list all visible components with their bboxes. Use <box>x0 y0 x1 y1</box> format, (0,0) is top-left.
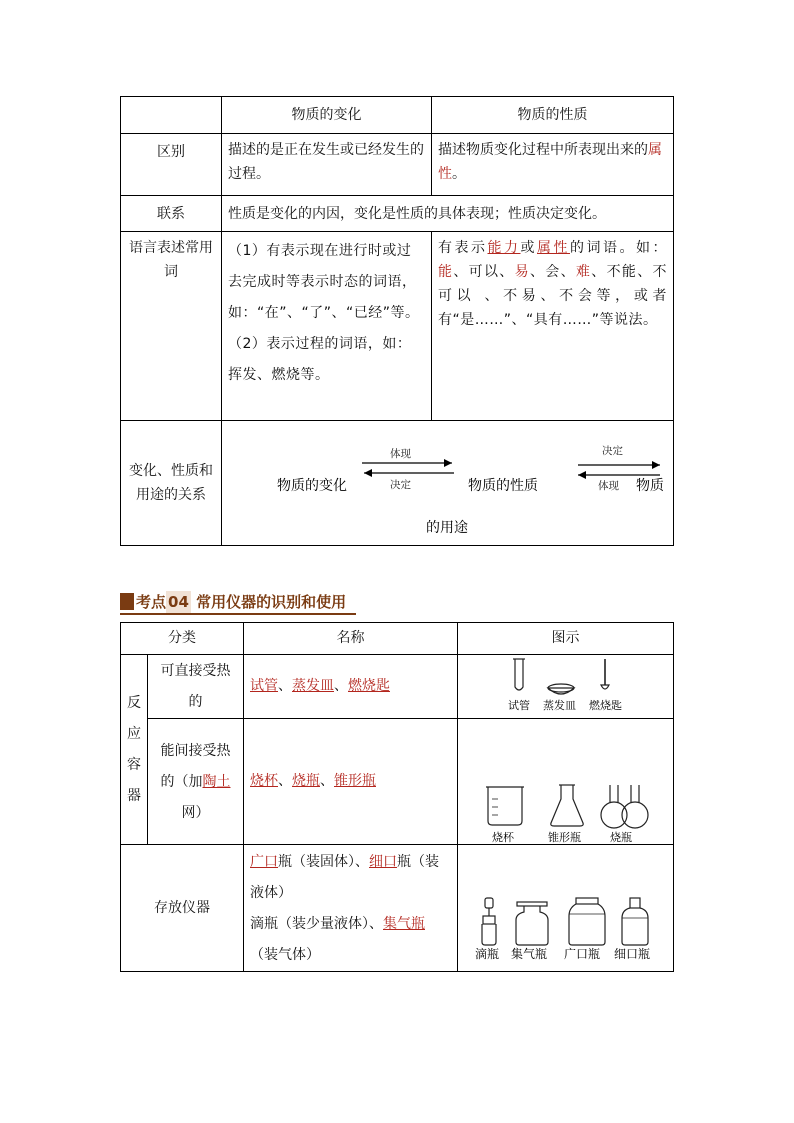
keyword-clay: 陶土 <box>202 774 231 790</box>
header-change: 物质的变化 <box>222 97 432 134</box>
language-change-cell <box>222 232 432 421</box>
name-evaporating-dish: 蒸发皿 <box>292 678 334 694</box>
language-property-cell: 有表示能力或属性的词语。如：能、可以、易、会、难、不能、不可以 、不易、不会等，或者有“是……”、“具有……”等说法。 <box>432 232 674 421</box>
heading-text: 考点 04 常用仪器的识别和使用 <box>136 593 347 611</box>
fig-label-conical-flask: 锥形瓶 <box>548 831 581 844</box>
indirect-heat-illustration <box>458 719 674 844</box>
arrow1-label-top: 体现 <box>390 448 411 460</box>
name-conical-flask: 锥形瓶 <box>334 773 376 789</box>
fig-label-wide-mouth: 广口瓶 <box>564 946 601 961</box>
reaction-vessel-label: 反应容器 <box>121 655 148 845</box>
fig-label-gas-bottle: 集气瓶 <box>511 946 548 961</box>
fig-label-test-tube: 试管 <box>508 699 530 712</box>
row-label-relation: 联系 <box>121 196 222 232</box>
node-use-part1: 物质 <box>636 478 664 494</box>
fig-label-combustion-spoon: 燃烧匙 <box>589 699 622 712</box>
name-wide-mouth: 广口 <box>250 854 278 870</box>
relationship-diagram-cell <box>222 421 674 546</box>
row-label-language: 语言表述常用词 <box>121 232 222 421</box>
name-beaker: 烧杯 <box>250 773 278 789</box>
storage-names: 广口瓶（装固体）、细口瓶（装液体） 滴瓶（装少量液体）、集气瓶（装气体） <box>244 845 458 972</box>
fig-label-flask: 烧瓶 <box>610 831 632 844</box>
direct-heat-figure <box>458 655 674 719</box>
narrow-mouth-bottle-icon <box>622 898 648 945</box>
header-figure: 图示 <box>458 623 674 655</box>
keyword-attribute: 属性 <box>438 142 662 182</box>
heading-number: 04 <box>168 593 189 611</box>
fig-label-narrow-mouth: 细口瓶 <box>614 946 651 961</box>
indirect-heat-figure <box>458 719 674 845</box>
direct-heat-names: 试管、蒸发皿、燃烧匙 <box>244 655 458 719</box>
arrow1-label-bottom: 决定 <box>390 479 411 491</box>
fig-label-dropper-bottle: 滴瓶 <box>475 946 500 961</box>
combustion-spoon-icon <box>601 659 609 689</box>
language-change-line3: （2）表示过程的词语，如：挥发、燃烧等。 <box>228 336 412 383</box>
heading-marker <box>120 593 134 610</box>
storage-label: 存放仪器 <box>121 845 244 972</box>
arrow2-label-bottom: 体现 <box>598 480 619 492</box>
storage-figure <box>458 845 674 972</box>
dropper-bottle-icon <box>482 898 496 945</box>
keyword-neng: 能 <box>438 264 454 280</box>
name-combustion-spoon: 燃烧匙 <box>348 678 390 694</box>
beaker-icon <box>486 787 524 825</box>
change-property-table <box>120 96 674 546</box>
name-gas-bottle: 集气瓶 <box>383 916 425 932</box>
language-change-line1: （1）有表示现在进行时或过去完成时等表示时态的词语， <box>228 243 417 290</box>
name-test-tube: 试管 <box>250 678 278 694</box>
node-use-part2: 的用途 <box>426 520 468 536</box>
test-tube-icon <box>513 659 525 690</box>
language-change-line2: 如：“在”、“了”、“已经”等。 <box>228 305 420 321</box>
direct-heat-label: 可直接受热的 <box>148 655 244 719</box>
heading-title: 常用仪器的识别和使用 <box>196 593 347 611</box>
header-category: 分类 <box>121 623 244 655</box>
name-flask: 烧瓶 <box>292 773 320 789</box>
fig-label-beaker: 烧杯 <box>492 831 514 844</box>
row-label-difference: 区别 <box>121 134 222 196</box>
node-change: 物质的变化 <box>277 478 347 494</box>
fig-label-evaporating-dish: 蒸发皿 <box>543 699 576 712</box>
header-empty-cell <box>121 97 222 134</box>
relation-text: 性质是变化的内因，变化是性质的具体表现；性质决定变化。 <box>222 196 674 232</box>
node-property: 物质的性质 <box>468 478 538 494</box>
header-property: 物质的性质 <box>432 97 674 134</box>
direct-heat-illustration <box>458 655 674 718</box>
header-name: 名称 <box>244 623 458 655</box>
difference-property-text: 描述物质变化过程中所表现出来的属性。 <box>432 134 674 196</box>
indirect-heat-names: 烧杯、烧瓶、锥形瓶 <box>244 719 458 845</box>
row-label-relationship: 变化、性质和用途的关系 <box>121 421 222 546</box>
evaporating-dish-icon <box>548 684 574 694</box>
conical-flask-icon <box>551 785 583 826</box>
keyword-nan: 难 <box>575 264 592 280</box>
relationship-diagram <box>222 421 672 545</box>
wide-mouth-bottle-icon <box>569 898 605 945</box>
storage-illustration <box>458 846 674 971</box>
section-heading <box>120 591 356 615</box>
difference-change-text: 描述的是正在发生或已经发生的过程。 <box>222 134 432 196</box>
keyword-ability: 能力 <box>487 240 521 256</box>
arrow2-label-top: 决定 <box>602 445 623 457</box>
keyword-attribute-2: 属性 <box>537 240 570 256</box>
keyword-yi: 易 <box>514 264 530 280</box>
indirect-heat-label: 能间接受热的（加陶土网） <box>148 719 244 845</box>
instrument-table <box>120 622 674 972</box>
name-narrow-mouth: 细口 <box>369 854 397 870</box>
gas-bottle-icon <box>516 902 548 945</box>
